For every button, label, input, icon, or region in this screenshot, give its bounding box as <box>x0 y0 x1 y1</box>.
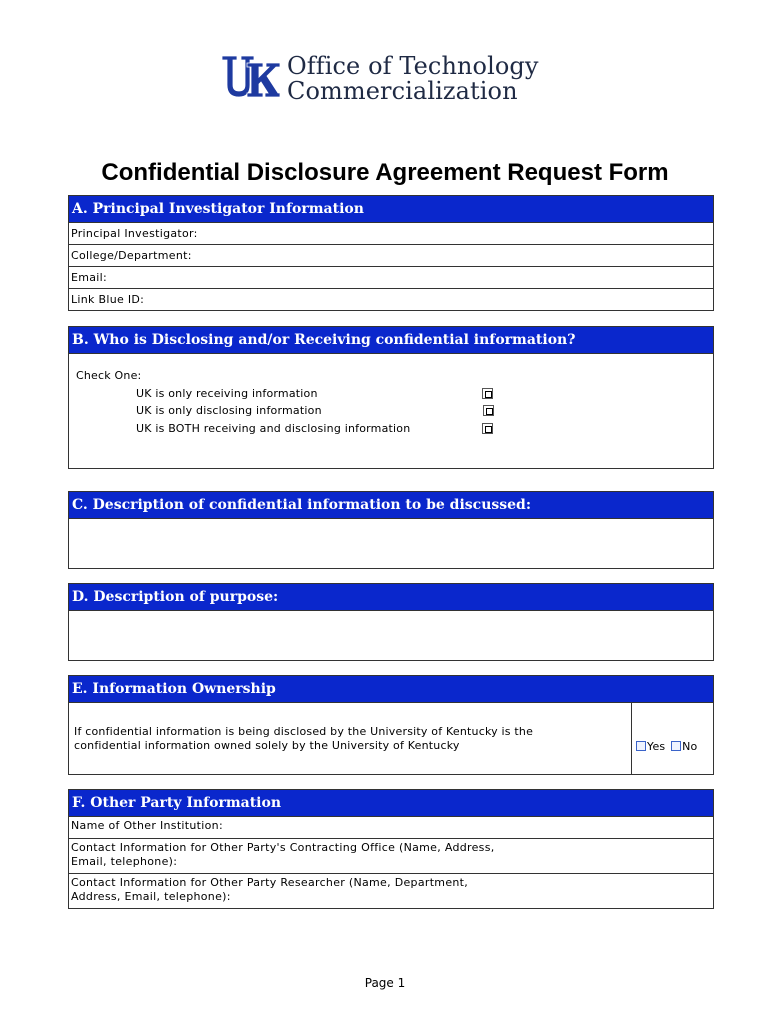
form-title: Confidential Disclosure Agreement Request Form <box>101 159 669 186</box>
check-one-label: Check One: <box>76 369 142 382</box>
section-e <box>68 675 714 775</box>
no-label: No <box>682 740 698 753</box>
no-checkbox[interactable] <box>671 741 681 751</box>
section-b-header: B. Who is Disclosing and/or Receiving confidential information? <box>69 327 713 353</box>
section-c-header: C. Description of confidential information to be discussed: <box>69 492 713 518</box>
contracting-office-contact-field[interactable] <box>69 838 713 873</box>
uk-logo-icon <box>221 55 281 99</box>
researcher-label-line-2: Address, Email, telephone): <box>71 890 231 903</box>
section-c <box>68 491 714 569</box>
option-disclosing-label: UK is only disclosing information <box>136 404 322 417</box>
section-a <box>68 195 714 311</box>
section-f <box>68 789 714 909</box>
option-both-checkbox[interactable] <box>482 423 493 434</box>
logo-line-1: Office of Technology <box>287 52 539 80</box>
confidential-info-description-field[interactable] <box>69 518 713 568</box>
ownership-question: If confidential information is being disclosed by the University of Kentucky is the confidential information owned solely by the University of Kentucky <box>74 725 534 752</box>
option-receiving-label: UK is only receiving information <box>136 387 318 400</box>
email-field[interactable]: Email: <box>69 266 713 288</box>
section-e-header: E. Information Ownership <box>69 676 713 702</box>
column-divider <box>631 703 632 774</box>
option-receiving-checkbox[interactable] <box>482 388 493 399</box>
section-d <box>68 583 714 661</box>
section-e-body <box>69 702 713 774</box>
contracting-office-label-line-2: Email, telephone): <box>71 855 178 868</box>
page-number: Page 1 <box>364 976 406 990</box>
logo-line-2: Commercialization <box>287 77 518 105</box>
section-b <box>68 326 714 469</box>
ownership-choices <box>636 740 697 753</box>
other-institution-field[interactable]: Name of Other Institution: <box>69 816 713 838</box>
section-f-header: F. Other Party Information <box>69 790 713 816</box>
researcher-contact-field[interactable] <box>69 873 713 908</box>
researcher-label-line-1: Contact Information for Other Party Researcher (Name, Department, <box>71 876 469 889</box>
uk-otc-logo <box>221 52 551 104</box>
section-d-header: D. Description of purpose: <box>69 584 713 610</box>
section-a-header: A. Principal Investigator Information <box>69 196 713 222</box>
option-both-label: UK is BOTH receiving and disclosing information <box>136 422 411 435</box>
purpose-description-field[interactable] <box>69 610 713 660</box>
section-b-body <box>69 353 713 468</box>
contracting-office-label-line-1: Contact Information for Other Party's Contracting Office (Name, Address, <box>71 841 495 854</box>
yes-label: Yes <box>647 740 666 753</box>
yes-checkbox[interactable] <box>636 741 646 751</box>
link-blue-id-field[interactable]: Link Blue ID: <box>69 288 713 310</box>
option-disclosing-checkbox[interactable] <box>483 405 494 416</box>
college-department-field[interactable]: College/Department: <box>69 244 713 266</box>
pi-field[interactable]: Principal Investigator: <box>69 222 713 244</box>
